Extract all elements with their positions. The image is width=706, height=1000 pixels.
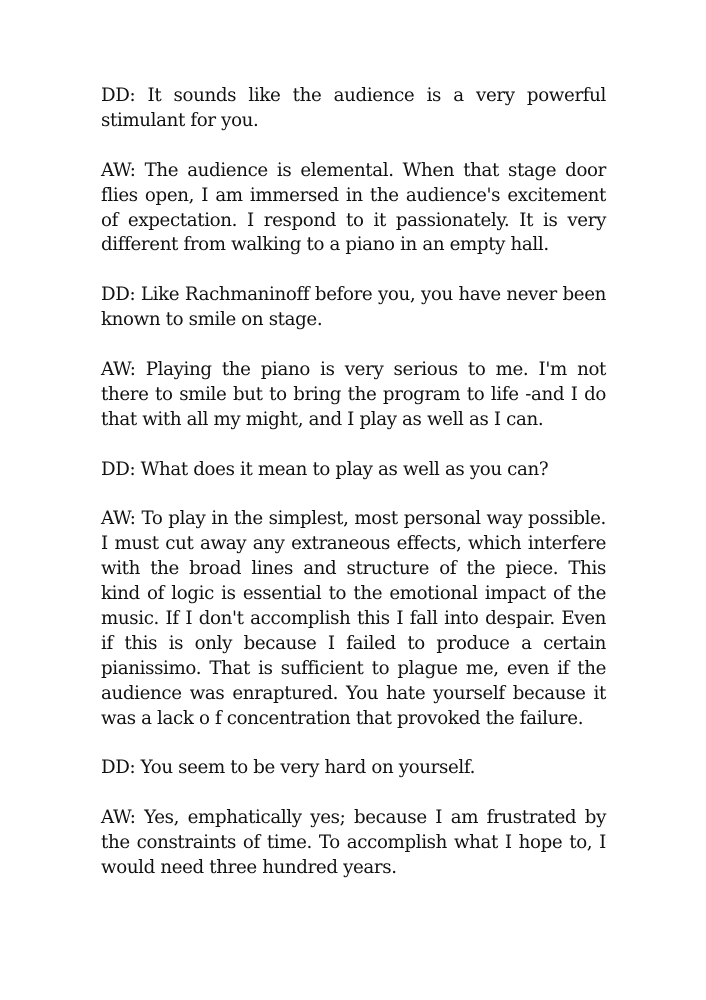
interview-question: DD: What does it mean to play as well as you can?	[101, 458, 549, 480]
interview-answer: AW: To play in the simplest, most personal way possible. I must cut away any extraneous effects, which interfere with the broad lines and structure of the piece. This kind of logic is essential to the emotional impact of the music. If I don't accomplish this I fall into despair. Even if this is only because I failed to produce a certain pianissimo. That is sufficient to plague me, even if the audience was enraptured. You hate yourself because it was a lack o f concentration that provoked the failure.	[101, 508, 606, 729]
interview-question: DD: It sounds like the audience is a very powerful stimulant for you.	[101, 85, 606, 131]
interview-question: DD: You seem to be very hard on yourself.	[101, 757, 476, 779]
interview-question: DD: Like Rachmaninoff before you, you have never been known to smile on stage.	[101, 284, 606, 331]
interview-answer: AW: Playing the piano is very serious to me. I'm not there to smile but to bring the program to life -and I do that with all my might, and I play as well as I can.	[101, 358, 606, 430]
interview-answer: AW: The audience is elemental. When that stage door flies open, I am immersed in the audience's excitement of expectation. I respond to it passionately. It is very different from walking to a piano in an empty hall.	[101, 159, 606, 256]
document-page	[101, 84, 606, 906]
interview-answer: AW: Yes, emphatically yes; because I am frustrated by the constraints of time. To accomplish what I hope to, I would need three hundred years.	[101, 807, 606, 878]
